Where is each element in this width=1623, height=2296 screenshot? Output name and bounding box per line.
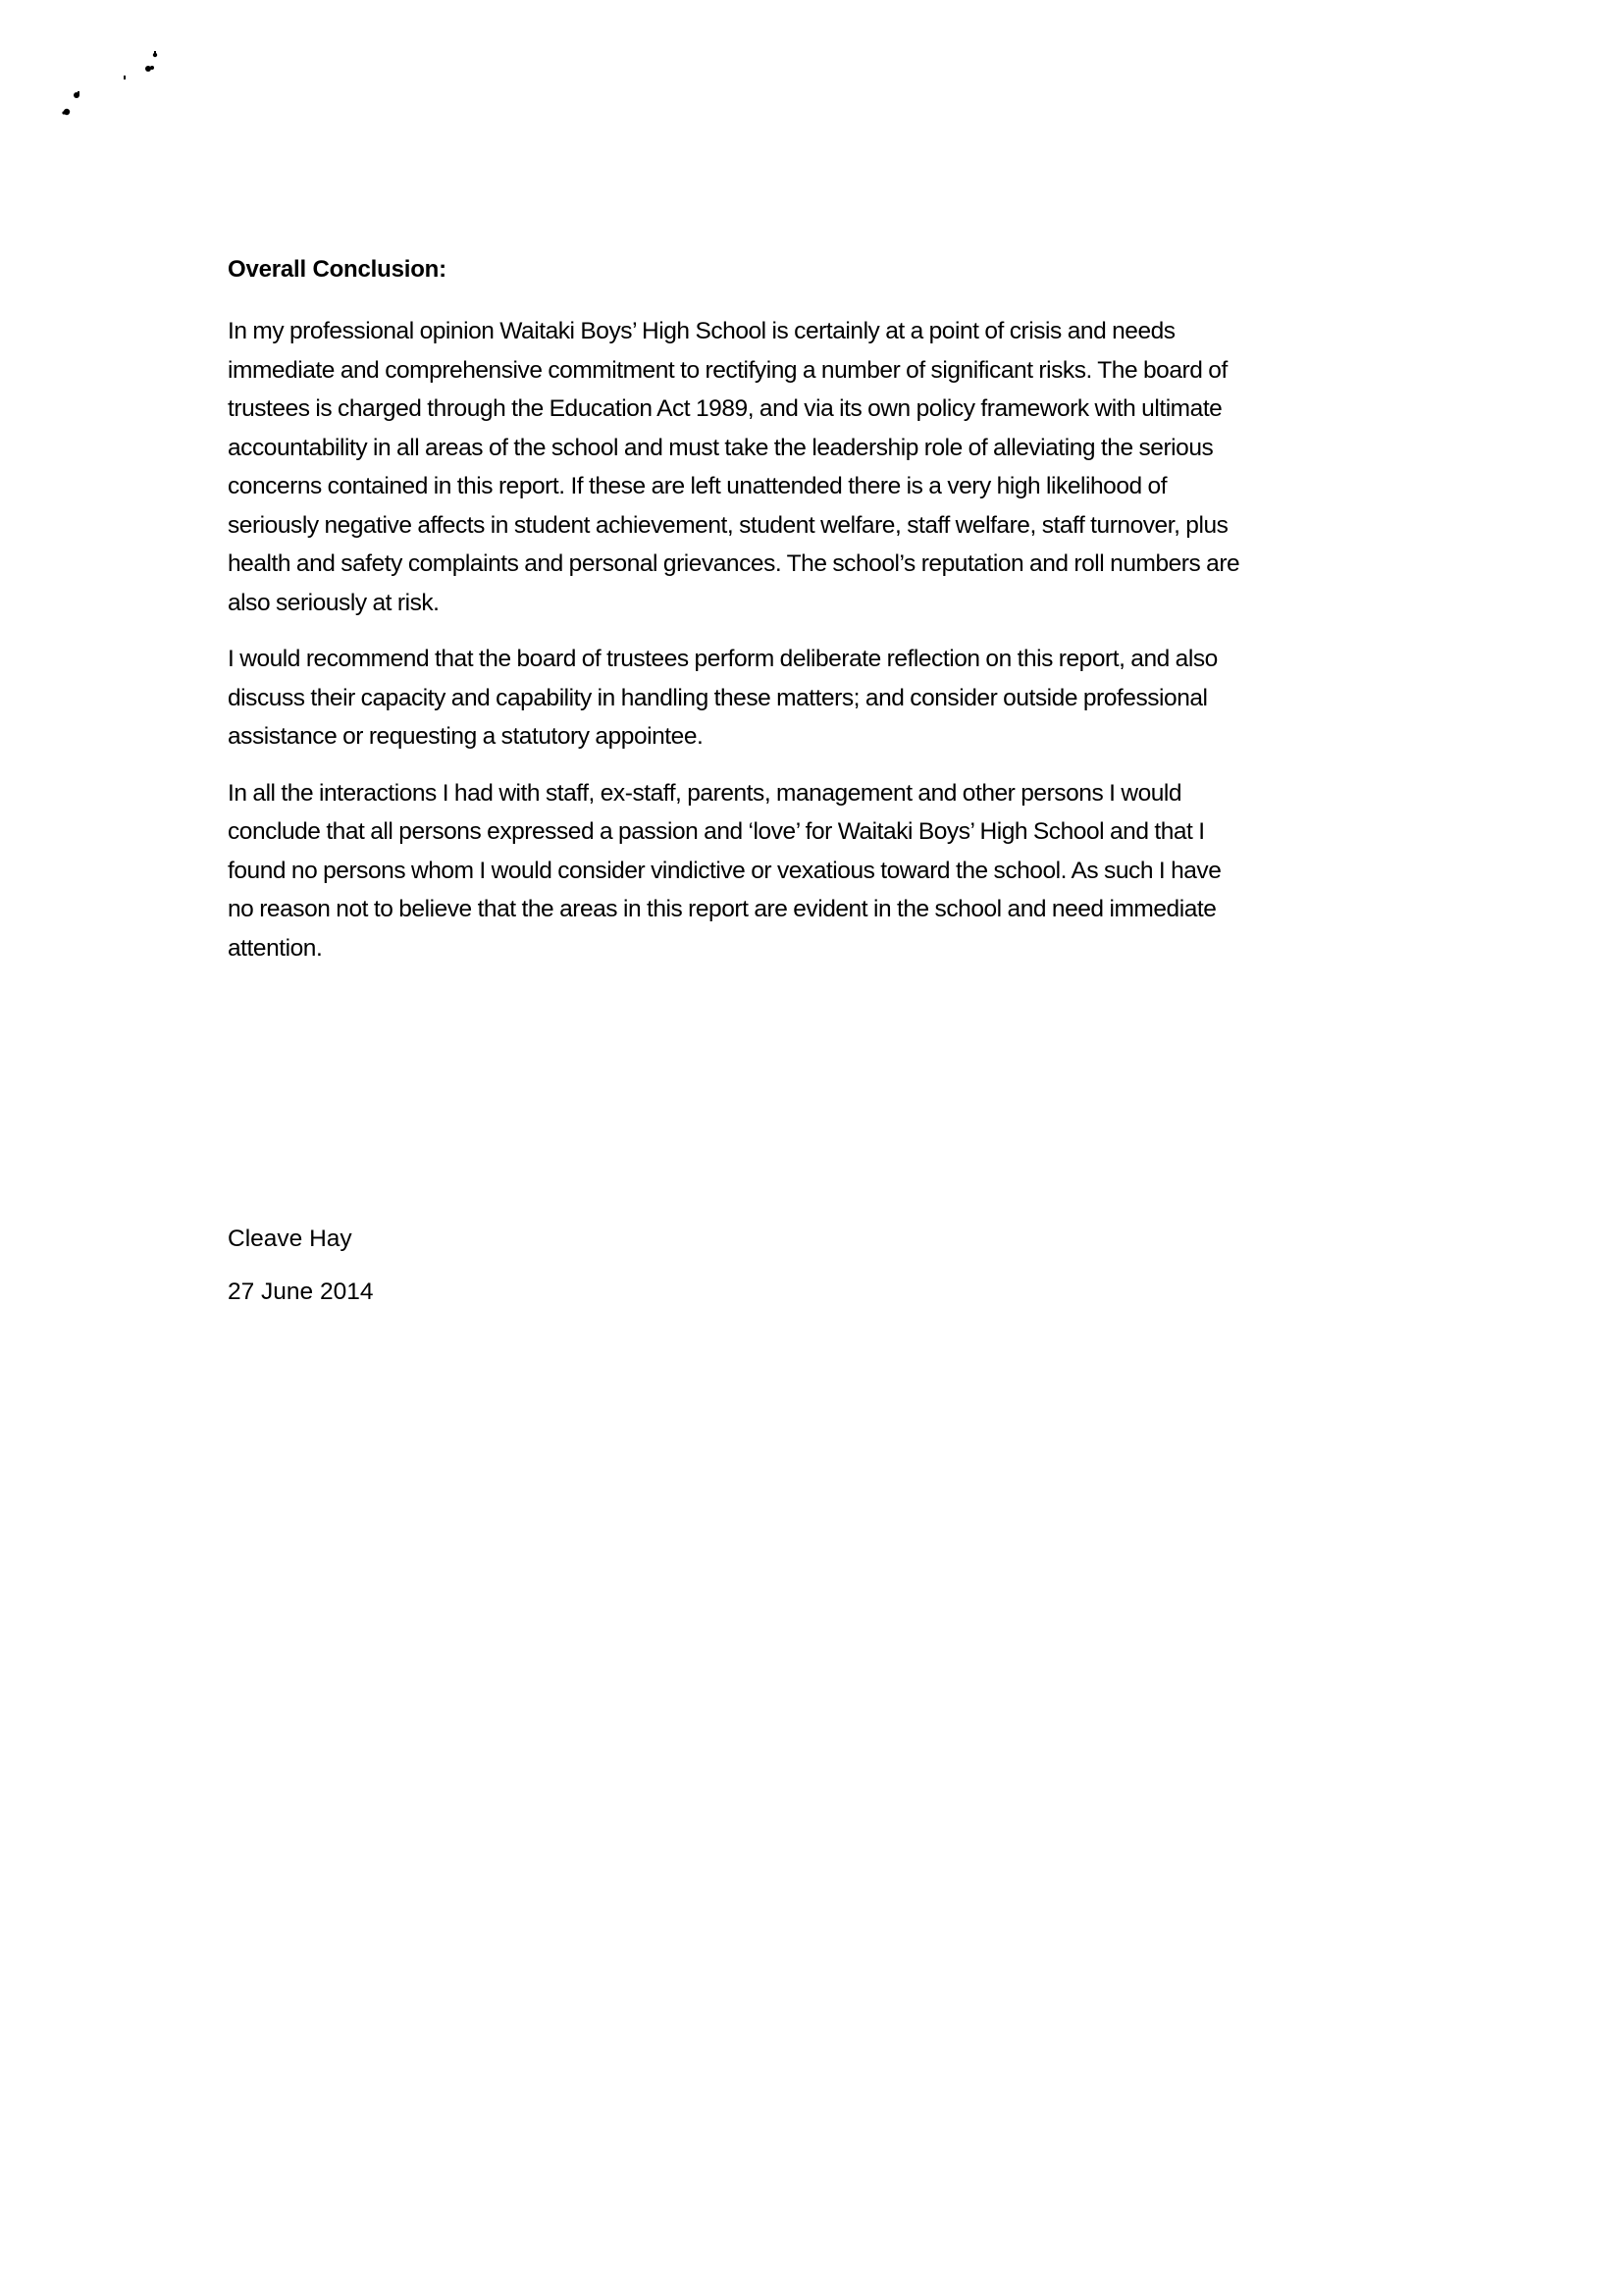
text-line: In my professional opinion Waitaki Boys’ High School is certainly at a point of crisis and needs	[228, 318, 1176, 344]
text-line: I would recommend that the board of trustees perform deliberate reflection on this report, and also	[228, 646, 1218, 672]
text-line: trustees is charged through the Education Act 1989, and via its own policy framework with ultimate	[228, 395, 1223, 422]
scanner-noise-marks-icon	[0, 0, 245, 177]
paragraph-recommendation	[228, 640, 1435, 757]
text-line: seriously negative affects in student achievement, student welfare, staff welfare, staff turnover, plus	[228, 511, 1229, 539]
text-line: accountability in all areas of the school and must take the leadership role of alleviating the serious	[228, 434, 1214, 461]
text-line: attention.	[228, 934, 323, 962]
text-line: no reason not to believe that the areas in this report are evident in the school and need immediate	[228, 896, 1217, 922]
text-line: found no persons whom I would consider vindictive or vexatious toward the school. As such I have	[228, 857, 1222, 884]
text-line: also seriously at risk.	[228, 589, 440, 616]
text-line: In all the interactions I had with staff, ex-staff, parents, management and other persons I would	[228, 779, 1182, 807]
paragraph-interactions	[228, 774, 1435, 968]
text-line: conclude that all persons expressed a passion and ‘love’ for Waitaki Boys’ High School and that I	[228, 818, 1205, 845]
text-line: concerns contained in this report. If these are left unattended there is a very high likelihood of	[228, 473, 1168, 499]
text-line: health and safety complaints and personal grievances. The school’s reputation and roll numbers are	[228, 550, 1240, 577]
signatory-name: Cleave Hay	[228, 1226, 352, 1252]
signature-date: 27 June 2014	[228, 1278, 374, 1305]
document-body	[228, 255, 1435, 985]
text-line: assistance or requesting a statutory appointee.	[228, 723, 704, 750]
signature-block	[228, 1225, 374, 1331]
text-line: discuss their capacity and capability in handling these matters; and consider outside professional	[228, 684, 1208, 711]
section-heading: Overall Conclusion:	[228, 256, 446, 283]
paragraph-conclusion	[228, 312, 1435, 622]
text-line: immediate and comprehensive commitment to rectifying a number of significant risks. The board of	[228, 356, 1228, 384]
